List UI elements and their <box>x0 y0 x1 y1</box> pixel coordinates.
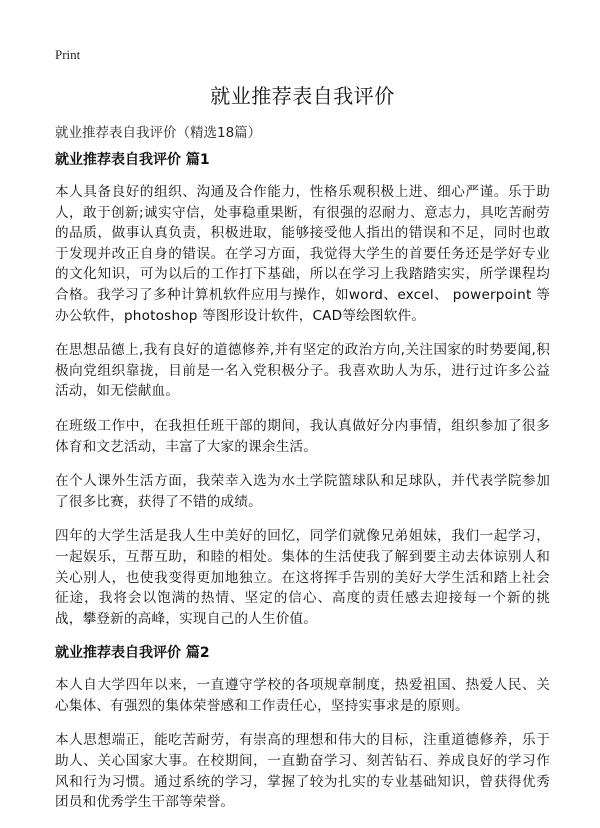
paragraph: 本人思想端正，能吃苦耐劳，有崇高的理想和伟大的目标，注重道德修养，乐于助人、关心国家大事。在校期间，一直勤奋学习、刻苦钻石、养成良好的学习作风和行为习惯。通过系统的学习，掌握了较为扎实的专业基础知识，曾获得优秀团员和优秀学生干部等荣誉。 <box>55 732 550 811</box>
document-subtitle: 就业推荐表自我评价（精选18篇） <box>55 125 262 141</box>
section-1 <box>55 150 550 629</box>
section-2 <box>55 643 550 813</box>
page-title: 就业推荐表自我评价 <box>210 84 395 108</box>
print-link[interactable]: Print <box>55 47 81 62</box>
paragraph: 四年的大学生活是我人生中美好的回忆，同学们就像兄弟姐妹，我们一起学习，一起娱乐，互帮互助，和睦的相处。集体的生活使我了解到要主动去体谅别人和关心别人，也使我变得更加地独立。在这将挥手告别的美好大学生活和踏上社会征途，我将会以饱满的热情、坚定的信心、高度的责任感去迎接每一个新的挑战，攀登新的高峰，实现自己的人生价值。 <box>55 528 550 627</box>
paragraph: 在个人课外生活方面，我荣幸入选为水土学院篮球队和足球队，并代表学院参加了很多比赛，获得了不错的成绩。 <box>55 473 550 510</box>
document-content <box>55 150 550 827</box>
paragraph: 在班级工作中，在我担任班干部的期间，我认真做好分内事情，组织参加了很多体育和文艺活动，丰富了大家的课余生活。 <box>55 417 550 455</box>
section-heading: 就业推荐表自我评价 篇1 <box>55 152 210 168</box>
section-heading: 就业推荐表自我评价 篇2 <box>55 645 210 662</box>
paragraph: 本人自大学四年以来，一直遵守学校的各项规章制度，热爱祖国、热爱人民、关心集体、有强烈的集体荣誉感和工作责任心，坚持实事求是的原则。 <box>55 677 550 714</box>
paragraph: 本人具备良好的组织、沟通及合作能力，性格乐观积极上进、细心严谨。乐于助人，敢于创新;诚实守信，处事稳重果断，有很强的忍耐力、意志力，具吃苦耐劳的品质，做事认真负责，积极进取，能够接受他人指出的错误和不足，同时也敢于发现并改正自身的错误。在学习方面，我觉得大学生的首要任务还是学好专业的文化知识，可为以后的工作打下基础，所以在学习上我踏踏实实，所学课程均合格。我学习了多种计算机软件应用与操作，如word、excel、 powerpoint 等办公软件，photoshop 等图形设计软件，CAD等绘图软件。 <box>55 184 550 324</box>
paragraph: 在思想品德上,我有良好的道德修养,并有坚定的政治方向,关注国家的时势要闻,积极向党组织靠拢，目前是一名入党积极分子。我喜欢助人为乐，进行过许多公益活动，如无偿献血。 <box>55 342 550 400</box>
